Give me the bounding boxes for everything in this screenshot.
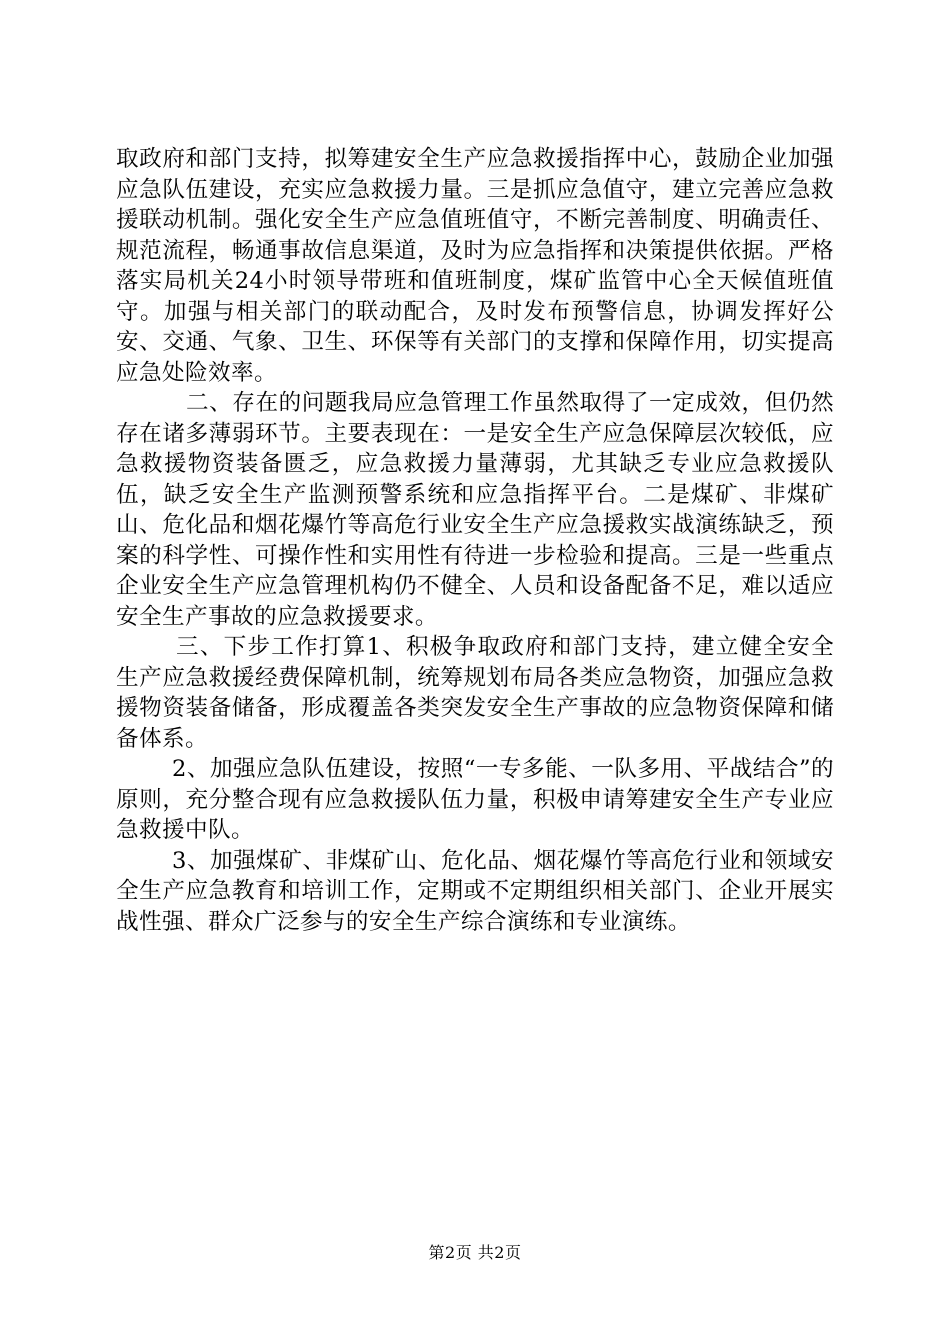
paragraph-item-2: 2、加强应急队伍建设，按照“一专多能、一队多用、平战结合”的原则，充分整合现有应急救援队伍力量，积极申请筹建安全生产专业应急救援中队。 (116, 756, 834, 843)
paragraph-section-3-plans: 三、下步工作打算1、积极争取政府和部门支持，建立健全安全生产应急救援经费保障机制，统筹规划布局各类应急物资，加强应急救援物资装备储备，形成覆盖各类突发安全生产事故的应急物资保障和储备体系。 (116, 634, 834, 752)
paragraph-section-2-problems: 二、存在的问题我局应急管理工作虽然取得了一定成效，但仍然存在诸多薄弱环节。主要表现在：一是安全生产应急保障层次较低，应急救援物资装备匮乏，应急救援力量薄弱，尤其缺乏专业应急救援队伍，缺乏安全生产监测预警系统和应急指挥平台。二是煤矿、非煤矿山、危化品和烟花爆竹等高危行业安全生产应急援救实战演练缺乏，预案的科学性、可操作性和实用性有待进一步检验和提高。三是一些重点企业安全生产应急管理机构仍不健全、人员和设备配备不足，难以适应安全生产事故的应急救援要求。 (116, 390, 834, 630)
document-body (116, 144, 834, 937)
page-number-footer: 第2页 共2页 (428, 1243, 522, 1262)
paragraph-continuation: 取政府和部门支持，拟筹建安全生产应急救援指挥中心，鼓励企业加强应急队伍建设，充实应急救援力量。三是抓应急值守，建立完善应急救援联动机制。强化安全生产应急值班值守，不断完善制度、明确责任、规范流程，畅通事故信息渠道，及时为应急指挥和决策提供依据。严格落实局机关24小时领导带班和值班制度，煤矿监管中心全天候值班值守。加强与相关部门的联动配合，及时发布预警信息，协调发挥好公安、交通、气象、卫生、环保等有关部门的支撑和保障作用，切实提高应急处险效率。 (116, 146, 834, 386)
paragraph-item-3: 3、加强煤矿、非煤矿山、危化品、烟花爆竹等高危行业和领域安全生产应急教育和培训工作，定期或不定期组织相关部门、企业开展实战性强、群众广泛参与的安全生产综合演练和专业演练。 (116, 847, 834, 935)
